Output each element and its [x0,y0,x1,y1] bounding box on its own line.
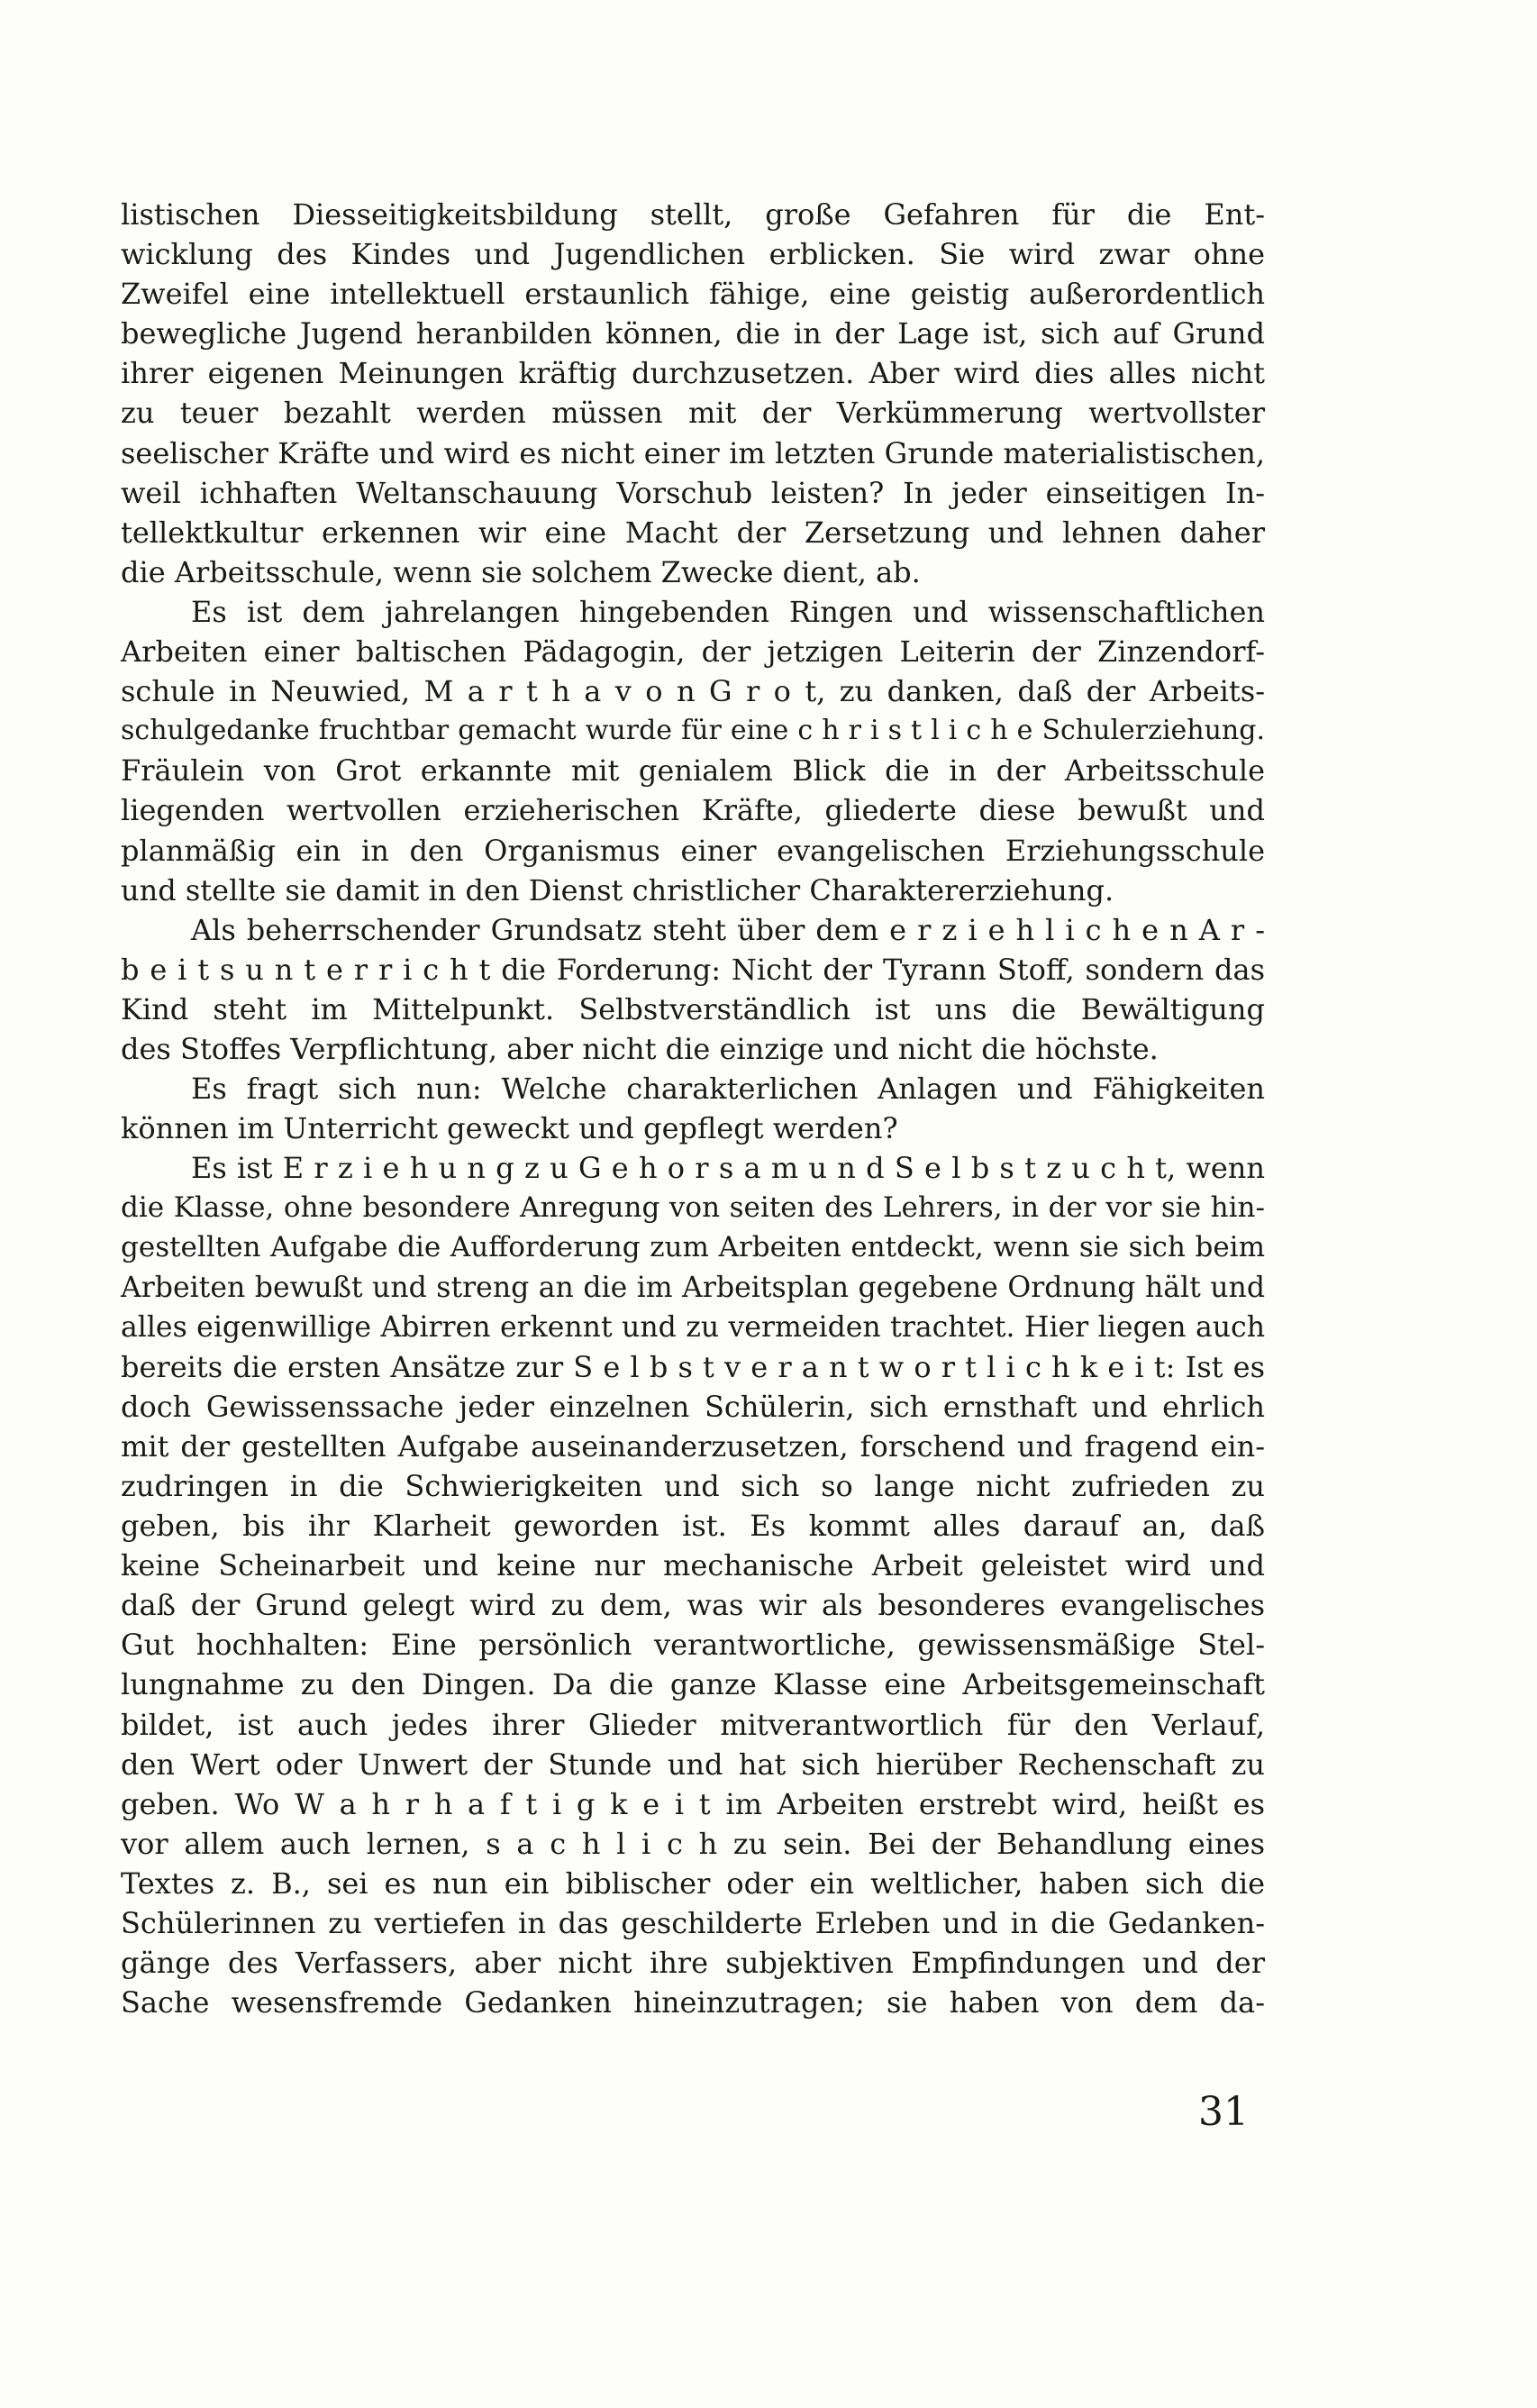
text-line-content: liegenden wertvollen erzieherischen Kräfte, gliederte diese bewußt und [121,793,1265,828]
text-line [121,671,1265,711]
text-line [121,1705,1265,1745]
text-line-content: lungnahme zu den Dingen. Da die ganze Klasse eine Arbeitsgemeinschaft [121,1667,1265,1702]
text-line [121,195,1265,234]
text-line-content: wicklung des Kindes und Jugendlichen erblicken. Sie wird zwar ohne [121,237,1265,272]
text-line-content: den Wert oder Unwert der Stunde und hat sich hierüber Rechenschaft zu [121,1747,1265,1782]
text-line [121,1347,1265,1387]
text-line [121,711,1265,751]
text-line [121,1745,1265,1784]
text-line-content: vor allem auch lernen, s a c h l i c h zu sein. Bei der Behandlung eines [121,1826,1265,1861]
text-line-content: bildet, ist auch jedes ihrer Glieder mitverantwortlich für den Verlauf, [121,1707,1265,1742]
text-line-content: Fräulein von Grot erkannte mit genialem Blick die in der Arbeitsschule [121,753,1265,789]
text-line-content: seelischer Kräfte und wird es nicht einer im letzten Grunde materialistischen, [121,435,1265,470]
text-line-content: bereits die ersten Ansätze zur S e l b s t v e r a n t w o r t l i c h k e i t: Ist es [121,1349,1265,1384]
text-line-content: doch Gewissenssache jeder einzelnen Schülerin, sich ernsthaft und ehrlich [121,1389,1265,1424]
text-line [121,552,1265,592]
text-line-content: zu teuer bezahlt werden müssen mit der Verkümmerung wertvollster [121,396,1265,431]
text-line [121,1864,1265,1903]
text-line [121,950,1265,990]
text-line-content: schule in Neuwied, M a r t h a v o n G r o t, zu danken, daß der Arbeits- [121,674,1265,709]
text-line [121,314,1265,353]
text-line-content: geben. Wo W a h r h a f t i g k e i t im Arbeiten erstrebt wird, heißt es [121,1786,1265,1821]
text-line [121,790,1265,830]
text-line-content: planmäßig ein in den Organismus einer evangelischen Erziehungsschule [121,833,1265,868]
text-line-content: tellektkultur erkennen wir eine Macht der Zersetzung und lehnen daher [121,515,1265,550]
page-number: 31 [1198,2089,1249,2135]
text-line-content: die Klasse, ohne besondere Anregung von seiten des Lehrers, in der vor sie hin- [121,1191,1265,1225]
text-line [121,1308,1265,1347]
text-line-content: Textes z. B., sei es nun ein biblischer oder ein weltlicher, haben sich die [121,1865,1265,1901]
text-line [121,1268,1265,1308]
text-line [121,1585,1265,1625]
text-line-content: alles eigenwillige Abirren erkennt und zu vermeiden trachtet. Hier liegen auch [121,1310,1265,1344]
text-line [121,1148,1265,1188]
text-line [121,1466,1265,1506]
text-line [121,871,1265,910]
text-line [121,1784,1265,1824]
text-line-content: mit der gestellten Aufgabe auseinanderzusetzen, forschend und fragend ein- [121,1428,1265,1464]
text-line-content: weil ichhaften Weltanschauung Vorschub leisten? In jeder einseitigen In- [121,475,1265,510]
text-line-content: bewegliche Jugend heranbilden können, die in der Lage ist, sich auf Grund [121,316,1265,351]
text-line [121,1188,1265,1227]
text-line [121,393,1265,433]
text-line [121,1546,1265,1585]
text-line [121,592,1265,632]
text-line-content: listischen Diesseitigkeitsbildung stellt, große Gefahren für die Ent- [121,197,1265,232]
text-line [121,1069,1265,1108]
body-text [121,195,1265,2022]
text-line-content: gestellten Aufgabe die Aufforderung zum Arbeiten entdeckt, wenn sie sich beim [121,1231,1265,1264]
text-line [121,990,1265,1029]
text-line [121,433,1265,473]
text-line-content: Als beherrschender Grundsatz steht über dem e r z i e h l i c h e n A r - [191,912,1265,947]
text-line-content: ihrer eigenen Meinungen kräftig durchzusetzen. Aber wird dies alles nicht [121,356,1265,391]
text-line [121,1824,1265,1864]
text-line [121,1983,1265,2022]
text-line-content: zudringen in die Schwierigkeiten und sich so lange nicht zufrieden zu [121,1469,1265,1503]
text-line-content: schulgedanke fruchtbar gemacht wurde für eine c h r i s t l i c h e Schulerziehung. [121,715,1265,747]
text-line [121,910,1265,950]
text-line-content: Gut hochhalten: Eine persönlich verantwortliche, gewissensmäßige Stel- [121,1628,1265,1663]
text-line [121,1387,1265,1427]
text-line-content: Es ist E r z i e h u n g z u G e h o r s a m u n d S e l b s t z u c h t, wenn [191,1151,1265,1186]
text-line-content: können im Unterricht geweckt und gepflegt werden? [121,1111,898,1146]
text-line [121,1943,1265,1983]
text-line [121,1625,1265,1665]
text-line [121,513,1265,552]
text-line [121,1029,1265,1069]
text-line-content: daß der Grund gelegt wird zu dem, was wir als besonderes evangelisches [121,1588,1265,1623]
text-line-content: Kind steht im Mittelpunkt. Selbstverständlich ist uns die Bewältigung [121,991,1265,1026]
text-line [121,1427,1265,1466]
text-line-content: gänge des Verfassers, aber nicht ihre subjektiven Empfindungen und der [121,1946,1265,1981]
text-line [121,751,1265,790]
text-line-content: b e i t s u n t e r r i c h t die Forderung: Nicht der Tyrann Stoff, sondern das [121,952,1265,987]
text-line [121,1506,1265,1546]
text-line [121,1665,1265,1704]
text-line-content: Sache wesensfremde Gedanken hineinzutragen; sie haben von dem da- [121,1985,1265,2020]
text-line-content: und stellte sie damit in den Dienst christlicher Charaktererziehung. [121,872,1114,908]
text-line [121,473,1265,513]
text-line-content: Arbeiten bewußt und streng an die im Arbeitsplan gegebene Ordnung hält und [121,1271,1265,1304]
text-line-content: Schülerinnen zu vertiefen in das geschilderte Erleben und in die Gedanken- [121,1906,1265,1941]
text-line-content: geben, bis ihr Klarheit geworden ist. Es kommt alles darauf an, daß [121,1509,1265,1544]
text-line [121,274,1265,314]
text-line-content: die Arbeitsschule, wenn sie solchem Zwecke dient, ab. [121,554,921,589]
text-line-content: Zweifel eine intellektuell erstaunlich fähige, eine geistig außerordentlich [121,277,1265,312]
text-line-content: Arbeiten einer baltischen Pädagogin, der jetzigen Leiterin der Zinzendorf- [121,634,1265,670]
text-line-content: des Stoffes Verpflichtung, aber nicht die einzige und nicht die höchste. [121,1031,1159,1066]
text-line [121,831,1265,871]
text-line [121,353,1265,393]
text-line-content: keine Scheinarbeit und keine nur mechanische Arbeit geleistet wird und [121,1548,1265,1583]
text-line [121,1903,1265,1943]
text-line [121,1108,1265,1148]
text-line [121,632,1265,671]
text-line [121,234,1265,274]
text-line-content: Es fragt sich nun: Welche charakterlichen Anlagen und Fähigkeiten [191,1072,1265,1107]
text-line [121,1227,1265,1267]
text-line-content: Es ist dem jahrelangen hingebenden Ringen und wissenschaftlichen [191,594,1265,629]
